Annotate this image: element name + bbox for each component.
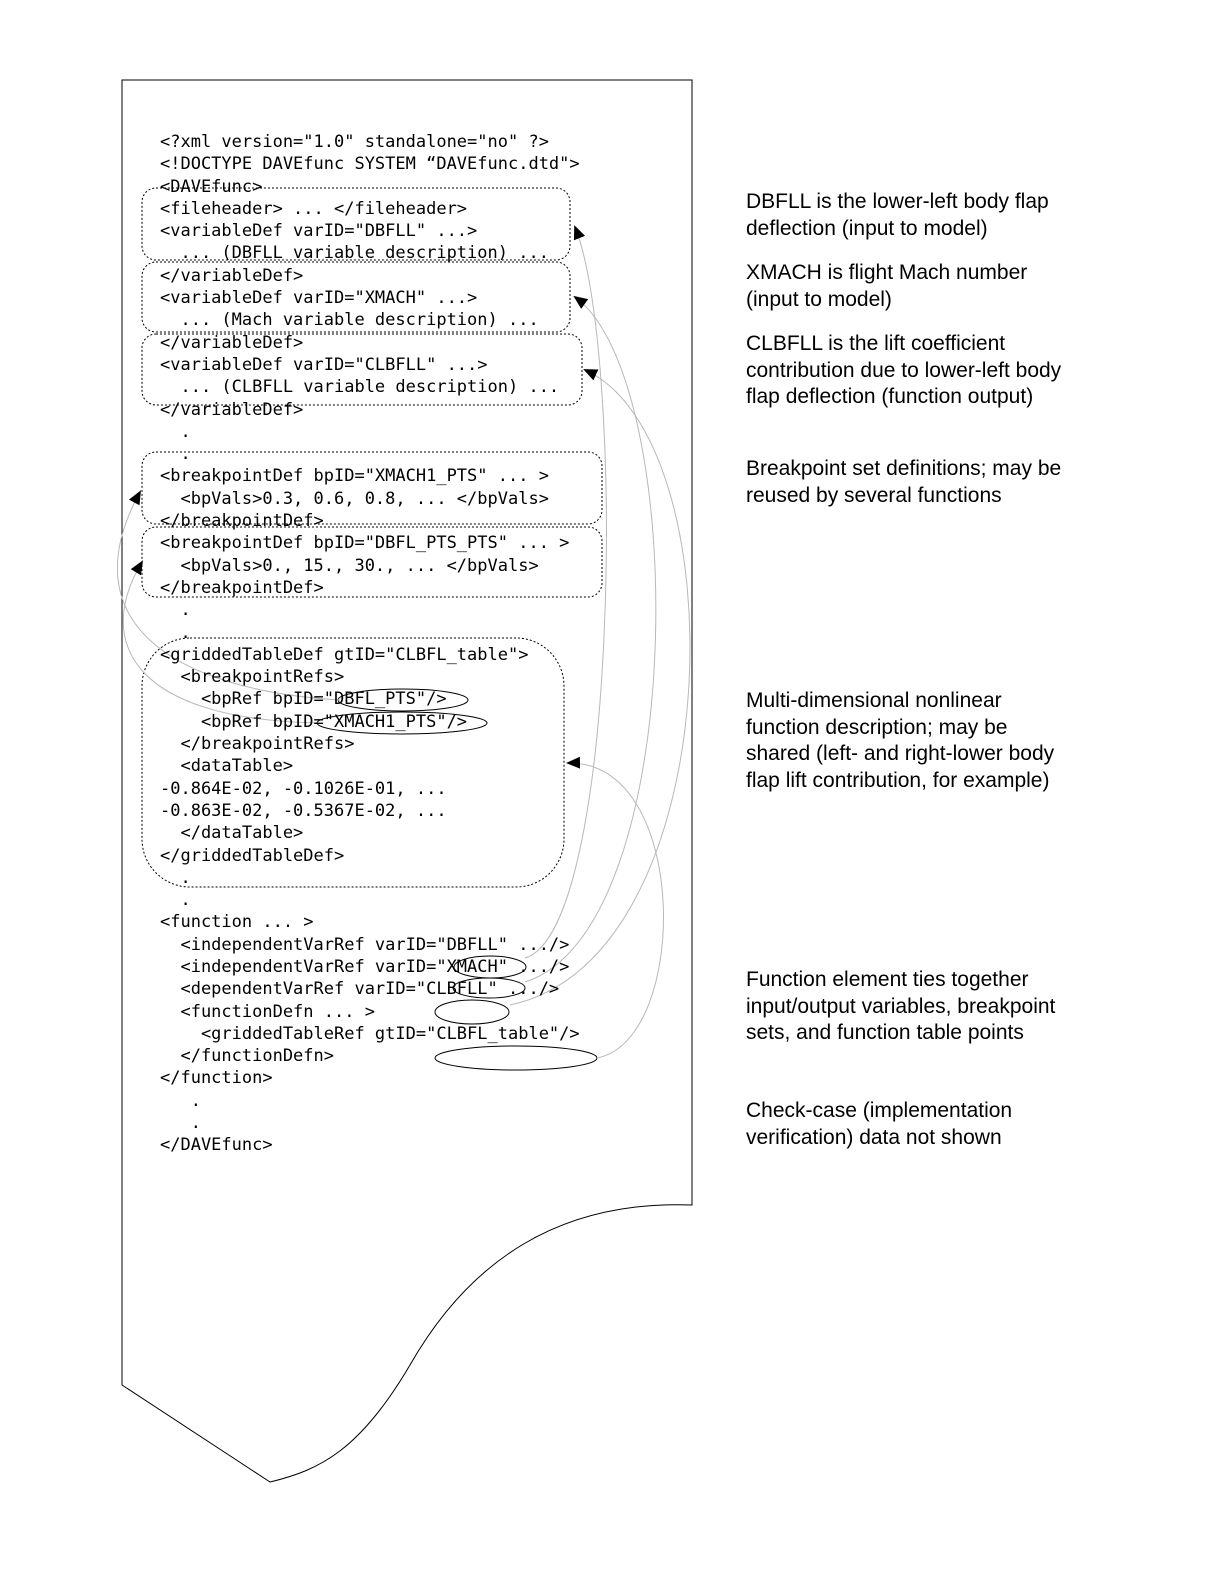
code-line: ... (DBFLL variable description) ...	[160, 243, 549, 264]
code-line: .	[160, 1090, 201, 1111]
note-text-line: XMACH is flight Mach number	[746, 261, 1028, 284]
code-line: </DAVEfunc>	[160, 1135, 273, 1156]
note-dbfll	[746, 189, 1126, 242]
code-line: .	[160, 421, 191, 442]
code-line: <independentVarRef varID="XMACH" .../>	[160, 956, 570, 977]
note-text-line: Breakpoint set definitions; may be	[746, 457, 1062, 480]
note-text-line: Function element ties together	[746, 968, 1029, 991]
code-line: <!DOCTYPE DAVEfunc SYSTEM “DAVEfunc.dtd">	[160, 154, 580, 175]
note-text-line: verification) data not shown	[746, 1125, 1002, 1149]
code-line: <breakpointDef bpID="XMACH1_PTS" ... >	[160, 466, 549, 487]
code-line: .	[160, 890, 191, 911]
code-line: .	[160, 622, 191, 643]
code-line: ... (CLBFLL variable description) ...	[160, 377, 560, 398]
code-line: </breakpointDef>	[160, 511, 324, 532]
note-text-line: CLBFLL is the lift coefficient	[746, 332, 1006, 355]
code-line: .	[160, 444, 191, 465]
code-line: <variableDef varID="CLBFLL" ...>	[160, 354, 488, 375]
note-function	[746, 967, 1126, 1047]
note-text-line: DBFLL is the lower-left body flap	[746, 190, 1049, 213]
note-text-line: contribution due to lower-left body	[746, 358, 1062, 382]
note-text-line: input/output variables, breakpoint	[746, 994, 1056, 1018]
code-line: </breakpointRefs>	[160, 734, 355, 755]
code-line: ... (Mach variable description) ...	[160, 310, 539, 331]
code-line: </dataTable>	[160, 823, 304, 844]
code-line: <?xml version="1.0" standalone="no" ?>	[160, 132, 549, 152]
note-text-line: shared (left- and right-lower body	[746, 742, 1055, 765]
code-line: <breakpointRefs>	[160, 667, 345, 688]
code-line: </functionDefn>	[160, 1046, 334, 1067]
note-text-line: flap deflection (function output)	[746, 385, 1034, 408]
note-text-line: flap lift contribution, for example)	[746, 768, 1050, 792]
code-line: </variableDef>	[160, 332, 304, 353]
code-line: </breakpointDef>	[160, 577, 324, 598]
code-line: <variableDef varID="XMACH" ...>	[160, 288, 478, 309]
code-line: <dataTable>	[160, 756, 294, 777]
code-line: </griddedTableDef>	[160, 845, 345, 866]
code-line: <bpVals>0.3, 0.6, 0.8, ... </bpVals>	[160, 488, 549, 509]
code-line: .	[160, 1113, 201, 1134]
code-line: <DAVEfunc>	[160, 176, 263, 197]
code-line: <griddedTableRef gtID="CLBFL_table"/>	[160, 1023, 580, 1044]
note-gridded-table	[746, 688, 1126, 794]
code-line: </variableDef>	[160, 399, 304, 420]
code-line: <functionDefn ... >	[160, 1001, 375, 1022]
code-line: <independentVarRef varID="DBFLL" .../>	[160, 934, 570, 955]
code-line: <variableDef varID="DBFLL" ...>	[160, 221, 478, 242]
note-text-line: deflection (input to model)	[746, 216, 988, 240]
note-text-line: Check-case (implementation	[746, 1099, 1013, 1122]
code-line: .	[160, 600, 191, 621]
note-clbfll	[746, 331, 1126, 411]
code-line: <fileheader> ... </fileheader>	[160, 198, 468, 219]
note-text-line: sets, and function table points	[746, 1021, 1024, 1044]
note-breakpoints	[746, 456, 1126, 509]
code-line: <function ... >	[160, 912, 314, 933]
code-line: <bpRef bpID="XMACH1_PTS"/>	[160, 711, 468, 732]
note-text-line: reused by several functions	[746, 483, 1002, 507]
code-line: <bpRef bpID="DBFL_PTS"/>	[160, 689, 447, 710]
note-checkcase	[746, 1098, 1126, 1151]
note-text-line: Multi-dimensional nonlinear	[746, 689, 1002, 712]
code-line: <bpVals>0., 15., 30., ... </bpVals>	[160, 555, 539, 576]
code-line: <griddedTableDef gtID="CLBFL_table">	[160, 644, 529, 665]
code-line: <dependentVarRef varID="CLBFLL" .../>	[160, 979, 560, 1000]
code-line: </function>	[160, 1068, 273, 1089]
code-line: </variableDef>	[160, 265, 304, 286]
note-xmach	[746, 260, 1126, 313]
code-line: -0.863E-02, -0.5367E-02, ...	[160, 800, 447, 821]
note-text-line: (input to model)	[746, 287, 892, 311]
note-text-line: function description; may be	[746, 715, 1008, 739]
code-line: -0.864E-02, -0.1026E-01, ...	[160, 778, 447, 799]
xml-code-listing	[160, 131, 580, 1157]
code-line: <breakpointDef bpID="DBFL_PTS_PTS" ... >	[160, 533, 570, 554]
code-line: .	[160, 867, 191, 888]
